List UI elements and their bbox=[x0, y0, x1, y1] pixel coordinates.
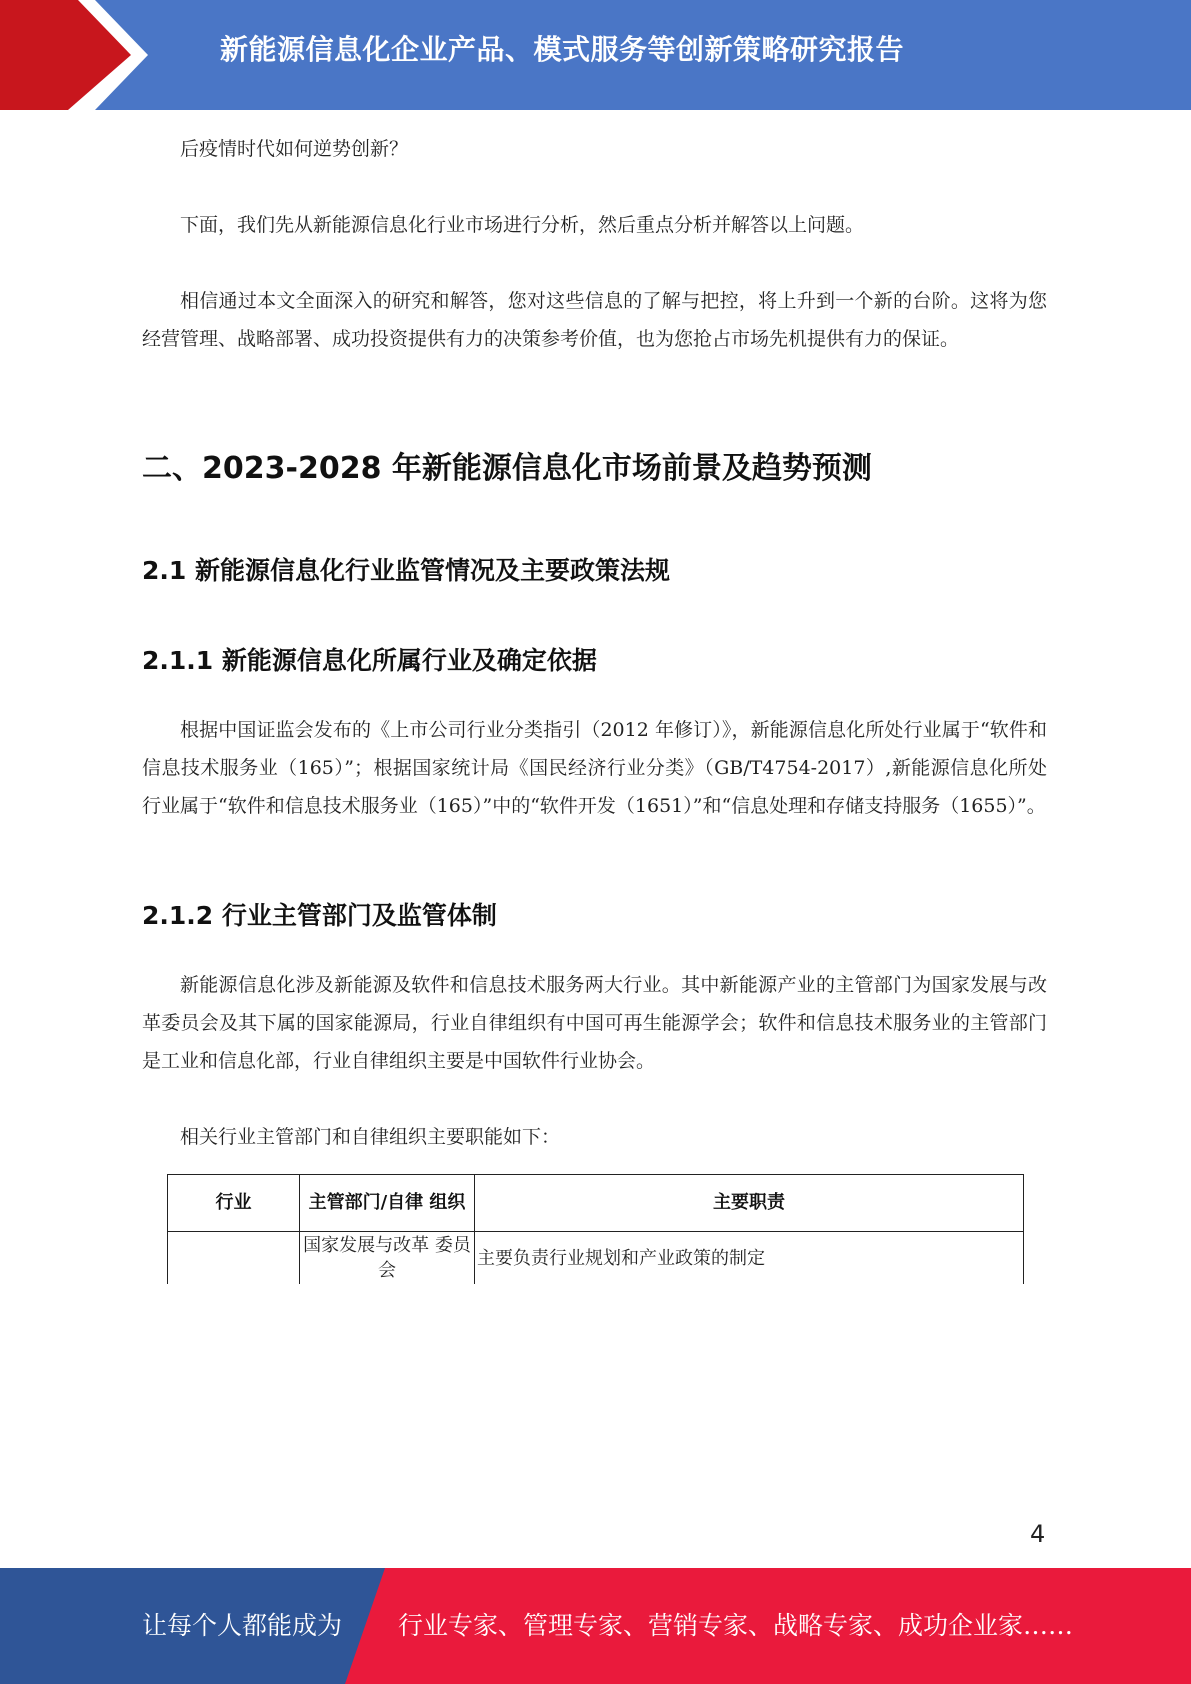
cell-industry bbox=[168, 1232, 300, 1285]
header-authority: 主管部门/自律 组织 bbox=[300, 1175, 475, 1232]
paragraph-table-intro: 相关行业主管部门和自律组织主要职能如下： bbox=[180, 1126, 561, 1148]
header-banner bbox=[0, 0, 1191, 110]
classification-section bbox=[142, 711, 1047, 825]
section-heading-2-1-1: 2.1.1 新能源信息化所属行业及确定依据 bbox=[142, 646, 597, 675]
table-header-row bbox=[168, 1175, 1024, 1232]
intro-section bbox=[142, 130, 1047, 358]
header-industry: 行业 bbox=[168, 1175, 300, 1232]
chapter-heading: 二、2023-2028 年新能源信息化市场前景及趋势预测 bbox=[142, 451, 872, 486]
paragraph-value: 相信通过本文全面深入的研究和解答，您对这些信息的了解与把控，将上升到一个新的台阶。这将为您经营管理、战略部署、成功投资提供有力的决策参考价值，也为您抢占市场先机提供有力的保证。 bbox=[142, 290, 1047, 350]
cell-authority: 国家发展与改革 委员会 bbox=[300, 1232, 475, 1285]
section-heading-2-1-2: 2.1.2 行业主管部门及监管体制 bbox=[142, 901, 497, 930]
footer-slogan-left: 让每个人都能成为 bbox=[142, 1611, 343, 1640]
report-title: 新能源信息化企业产品、模式服务等创新策略研究报告 bbox=[220, 33, 905, 66]
header-duties: 主要职责 bbox=[475, 1175, 1024, 1232]
regulator-table bbox=[167, 1174, 1024, 1284]
footer-banner bbox=[0, 1568, 1191, 1684]
paragraph-regulators: 新能源信息化涉及新能源及软件和信息技术服务两大行业。其中新能源产业的主管部门为国家发展与改革委员会及其下属的国家能源局，行业自律组织有中国可再生能源学会；软件和信息技术服务业的主管部门是工业和信息化部，行业自律组织主要是中国软件行业协会。 bbox=[142, 974, 1047, 1072]
table-row bbox=[168, 1232, 1024, 1285]
page-number: 4 bbox=[1030, 1520, 1046, 1548]
cell-duties: 主要负责行业规划和产业政策的制定 bbox=[475, 1232, 1024, 1285]
paragraph-classification: 根据中国证监会发布的《上市公司行业分类指引（2012 年修订）》，新能源信息化所处行业属于“软件和信息技术服务业（165）”；根据国家统计局《国民经济行业分类》（GB/T4754-2017）,新能源信息化所处行业属于“软件和信息技术服务业（165）”中的“软件开发（1651）”和“信息处理和存储支持服务（1655）”。 bbox=[142, 719, 1047, 817]
paragraph-question: 后疫情时代如何逆势创新？ bbox=[180, 138, 409, 160]
section-heading-2-1: 2.1 新能源信息化行业监管情况及主要政策法规 bbox=[142, 556, 670, 585]
footer-slogan-right: 行业专家、管理专家、营销专家、战略专家、成功企业家…… bbox=[398, 1611, 1074, 1640]
regulation-section bbox=[142, 966, 1047, 1156]
paragraph-outline: 下面，我们先从新能源信息化行业市场进行分析，然后重点分析并解答以上问题。 bbox=[180, 214, 865, 236]
